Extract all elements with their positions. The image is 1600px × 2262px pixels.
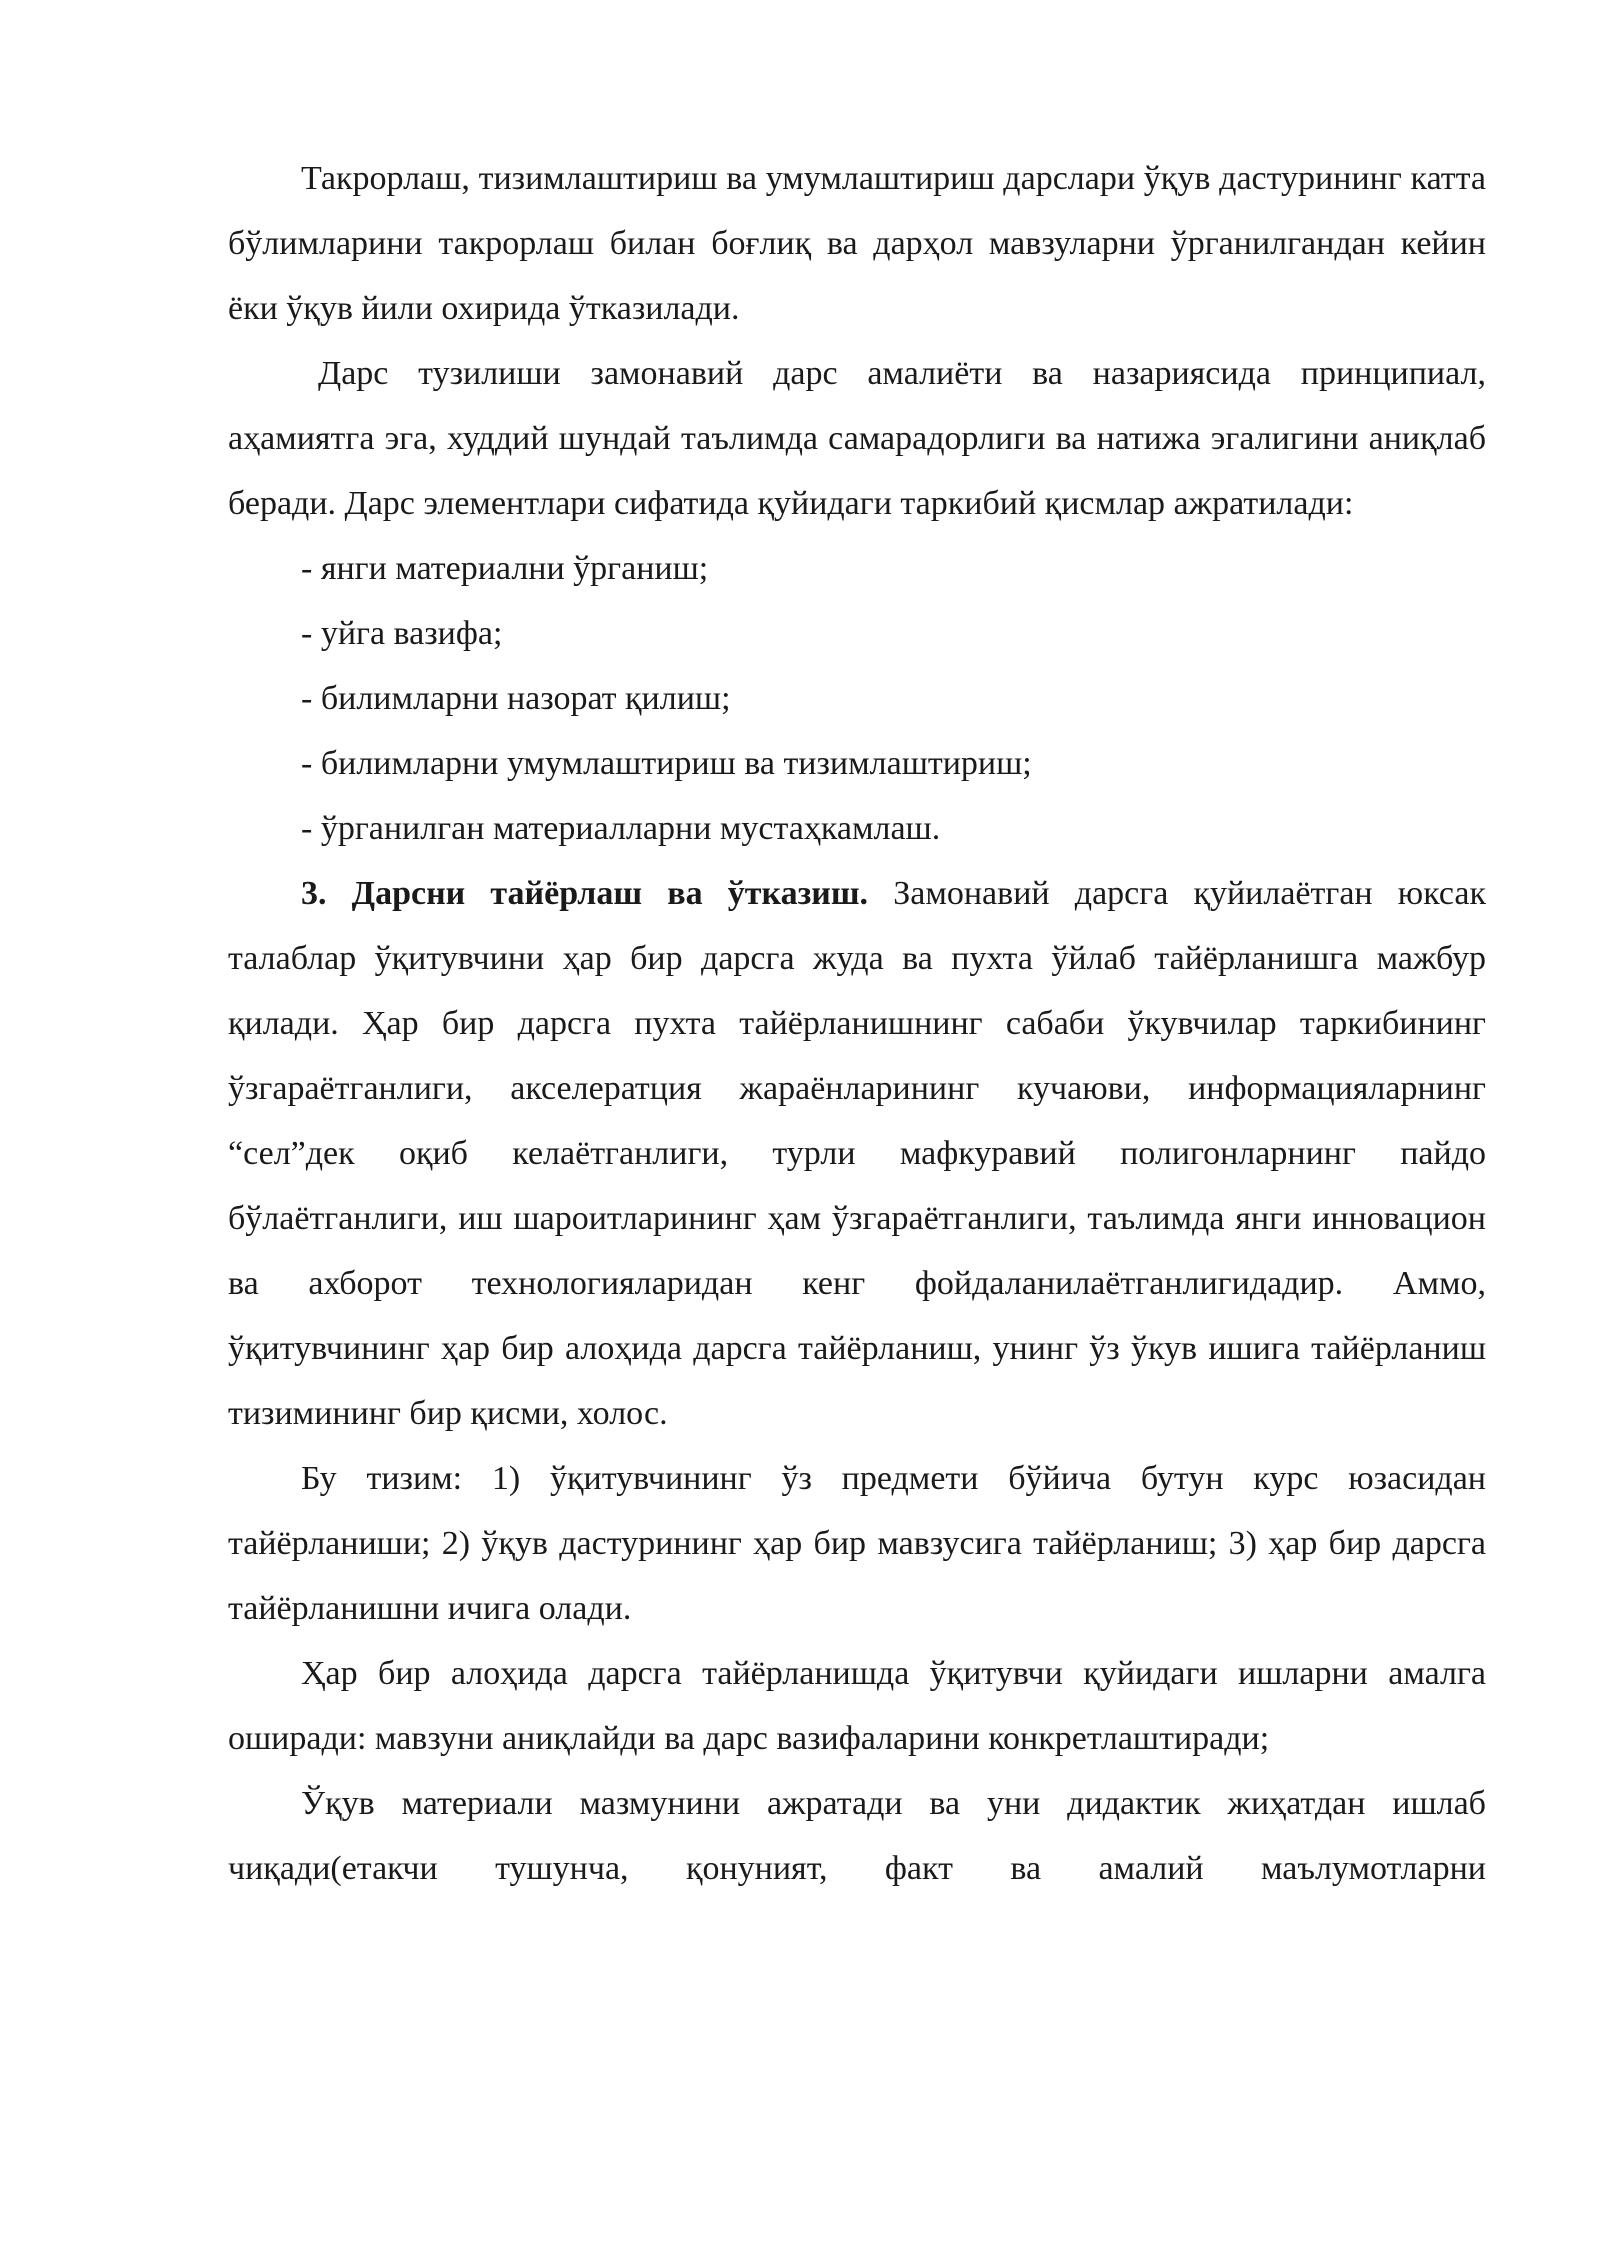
list-item: - янги материални ўрганиш; [301,550,709,587]
list-item: - билимларни умумлаштириш ва тизимлаштириш; [301,745,1032,782]
paragraph-system: Бу тизим: 1) ўқитувчининг ўз предмети бўйича бутун курс юзасидан тайёрланиши; 2) ўқув дастурининг ҳар бир мавзусига тайёрланиш; 3) ҳар бир дарсга тайёрланишни ичига олади. [228,1460,1486,1627]
paragraph-section-3 [228,861,1486,1446]
paragraph-material-content: Ўқув материали мазмунини ажратади ва уни дидактик жиҳатдан ишлаб чиқади(етакчи тушунча, қонуният, факт ва амалий маълумотларни [228,1785,1486,1887]
section-heading: 3. Дарсни тайёрлаш ва ўтказиш. [301,875,869,912]
document-body [228,146,1486,1901]
list-item: - билимларни назорат қилиш; [301,680,731,717]
list-item: - уйга вазифа; [301,615,503,652]
paragraph-review-lessons: Такрорлаш, тизимлаштириш ва умумлаштириш дарслари ўқув дастурининг катта бўлимларини такрорлаш билан боғлиқ ва дарҳол мавзуларни ўрганилгандан кейин ёки ўқув йили охирида ўтказилади. [228,160,1486,327]
list-item: - ўрганилган материалларни мустаҳкамлаш. [301,810,941,847]
paragraph-preparation-tasks: Ҳар бир алоҳида дарсга тайёрланишда ўқитувчи қуйидаги ишларни амалга оширади: мавзуни аниқлайди ва дарс вазифаларини конкретлаштиради; [228,1655,1486,1757]
paragraph-lesson-structure: Дарс тузилиши замонавий дарс амалиёти ва назариясида принципиал, аҳамиятга эга, худдий шундай таълимда самарадорлиги ва натижа эгалигини аниқлаб беради. Дарс элементлари сифатида қуйидаги таркибий қисмлар ажратилади: [228,355,1486,522]
section-body-text: Замонавий дарсга қуйилаётган юксак талаблар ўқитувчини ҳар бир дарсга жуда ва пухта ўйлаб тайёрланишга мажбур қилади. Ҳар бир дарсга пухта тайёрланишнинг сабаби ўкувчилар таркибининг ўзгараётганлиги, акселератция жараёнларининг кучаюви, информацияларнинг “сел”дек оқиб келаётганлиги, турли мафкуравий полигонларнинг пайдо бўлаётганлиги, иш шароитларининг ҳам ўзгараётганлиги, таълимда янги инновацион ва ахборот технологияларидан кенг фойдаланилаётганлигидадир. Аммо, ўқитувчининг ҳар бир алоҳида дарсга тайёрланиш, унинг ўз ўкув ишига тайёрланиш тизимининг бир қисми, холос. [228,875,1486,1432]
